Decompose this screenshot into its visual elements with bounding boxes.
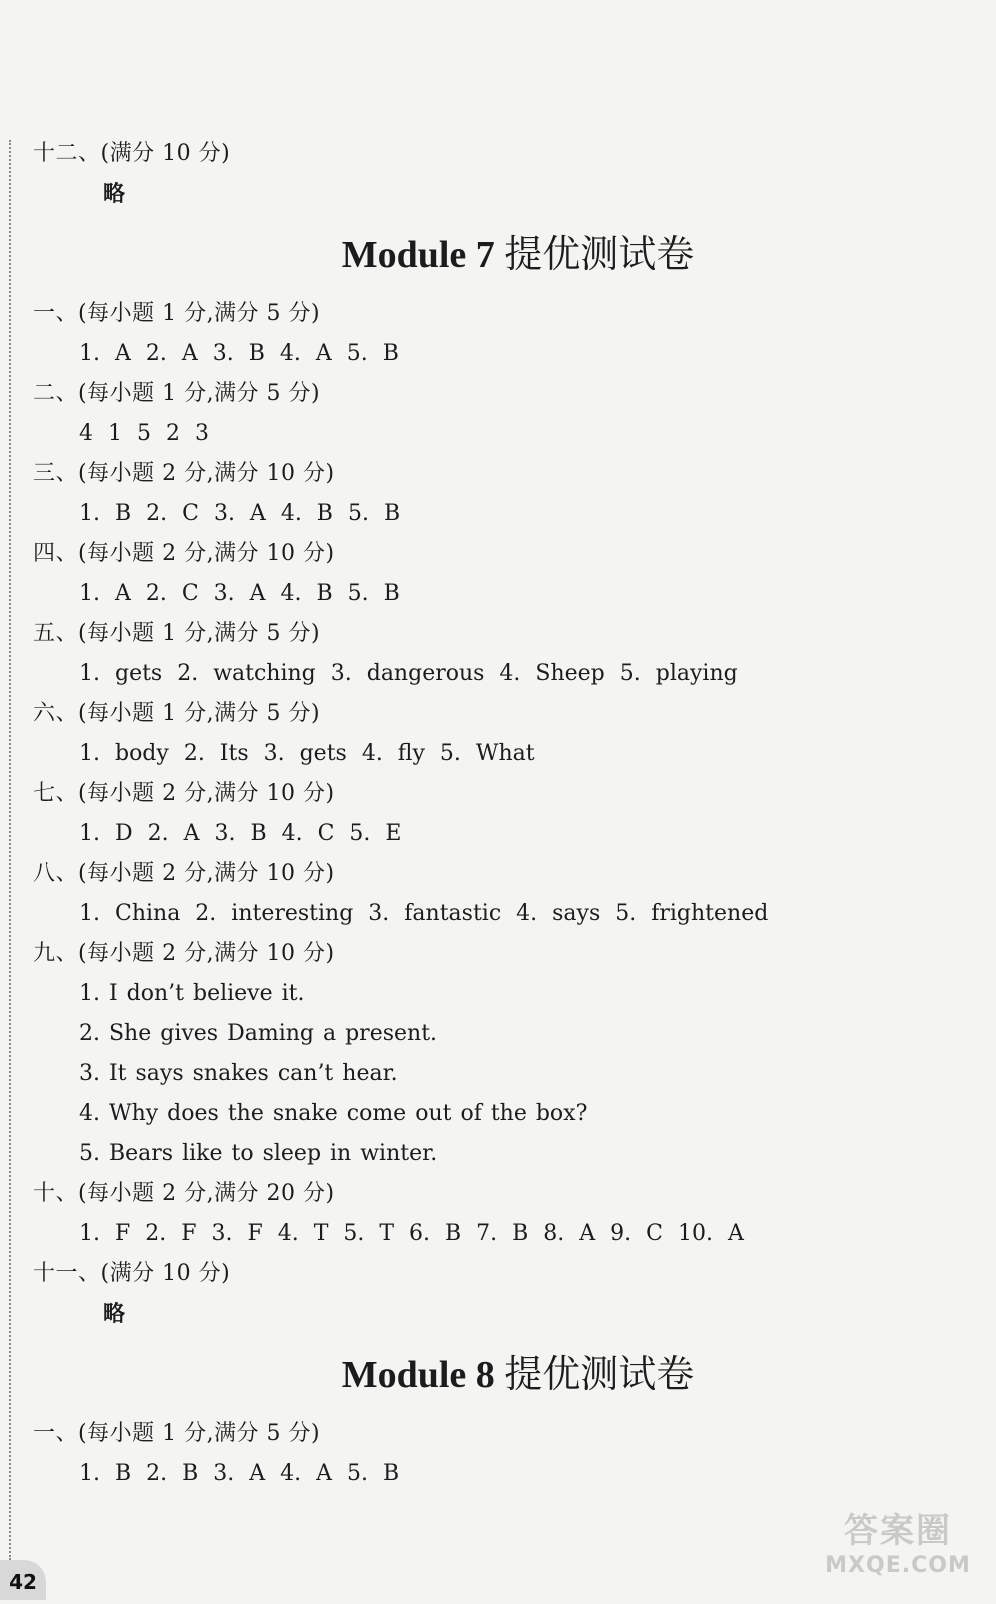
m7-section-answer-7: 1. D 2. A 3. B 4. C 5. E xyxy=(79,821,402,846)
watermark-top: 答案圈 xyxy=(844,1511,952,1551)
m7-section-head-2: 二、(每小题 1 分,满分 5 分) xyxy=(33,381,321,406)
m7-section-head-10: 十、(每小题 2 分,满分 20 分) xyxy=(33,1181,335,1206)
m8-section-answer-1: 1. B 2. B 3. A 4. A 5. B xyxy=(79,1461,400,1486)
m7-section-head-1: 一、(每小题 1 分,满分 5 分) xyxy=(33,301,321,326)
watermark-bottom: MXQE.COM xyxy=(825,1553,971,1578)
m7-section-answer-11: 略 xyxy=(103,1301,126,1327)
page-number: 42 xyxy=(0,1560,46,1600)
m7-section-head-5: 五、(每小题 1 分,满分 5 分) xyxy=(33,621,321,646)
m7-section-head-8: 八、(每小题 2 分,满分 10 分) xyxy=(33,861,335,886)
m7-section-answer-6: 1. body 2. Its 3. gets 4. fly 5. What xyxy=(79,741,535,766)
m7-section-head-4: 四、(每小题 2 分,满分 10 分) xyxy=(33,541,335,566)
m7-section-9-line-5: 5. Bears like to sleep in winter. xyxy=(79,1141,438,1166)
module-8-title-en: Module 8 xyxy=(341,1354,495,1396)
answer-content xyxy=(33,134,973,1494)
m7-section-9-line-1: 1. I don’t believe it. xyxy=(79,981,305,1006)
m7-section-head-3: 三、(每小题 2 分,满分 10 分) xyxy=(33,461,335,486)
module-7-title-cn: 提优测试卷 xyxy=(504,232,695,276)
m7-section-answer-5: 1. gets 2. watching 3. dangerous 4. Sheep 5. playing xyxy=(79,661,738,686)
section-head-12: 十二、(满分 10 分) xyxy=(33,141,231,166)
m7-section-head-11: 十一、(满分 10 分) xyxy=(33,1261,231,1286)
module-8-title-cn: 提优测试卷 xyxy=(504,1352,695,1396)
m7-section-answer-1: 1. A 2. A 3. B 4. A 5. B xyxy=(79,341,399,366)
m8-section-head-1: 一、(每小题 1 分,满分 5 分) xyxy=(33,1421,321,1446)
m7-section-9-line-2: 2. She gives Daming a present. xyxy=(79,1021,438,1046)
m7-section-answer-2: 4 1 5 2 3 xyxy=(79,421,209,446)
m7-section-9-line-4: 4. Why does the snake come out of the box? xyxy=(79,1101,588,1126)
m7-section-head-7: 七、(每小题 2 分,满分 10 分) xyxy=(33,781,335,806)
m7-section-answer-3: 1. B 2. C 3. A 4. B 5. B xyxy=(79,501,401,526)
m7-section-answer-4: 1. A 2. C 3. A 4. B 5. B xyxy=(79,581,400,606)
m7-section-answer-10: 1. F 2. F 3. F 4. T 5. T 6. B 7. B 8. A 9. C 10. A xyxy=(79,1221,744,1246)
module-7-title-en: Module 7 xyxy=(341,234,495,276)
margin-dotted-rule xyxy=(9,140,11,1560)
watermark-logo xyxy=(818,1510,978,1590)
m7-section-head-6: 六、(每小题 1 分,满分 5 分) xyxy=(33,701,321,726)
module-8-title xyxy=(33,1334,973,1414)
m7-section-9-line-3: 3. It says snakes can’t hear. xyxy=(79,1061,398,1086)
m7-section-answer-8: 1. China 2. interesting 3. fantastic 4. says 5. frightened xyxy=(79,901,769,926)
m7-section-head-9: 九、(每小题 2 分,满分 10 分) xyxy=(33,941,335,966)
section-answer-12: 略 xyxy=(103,181,126,207)
module-7-title xyxy=(33,214,973,294)
